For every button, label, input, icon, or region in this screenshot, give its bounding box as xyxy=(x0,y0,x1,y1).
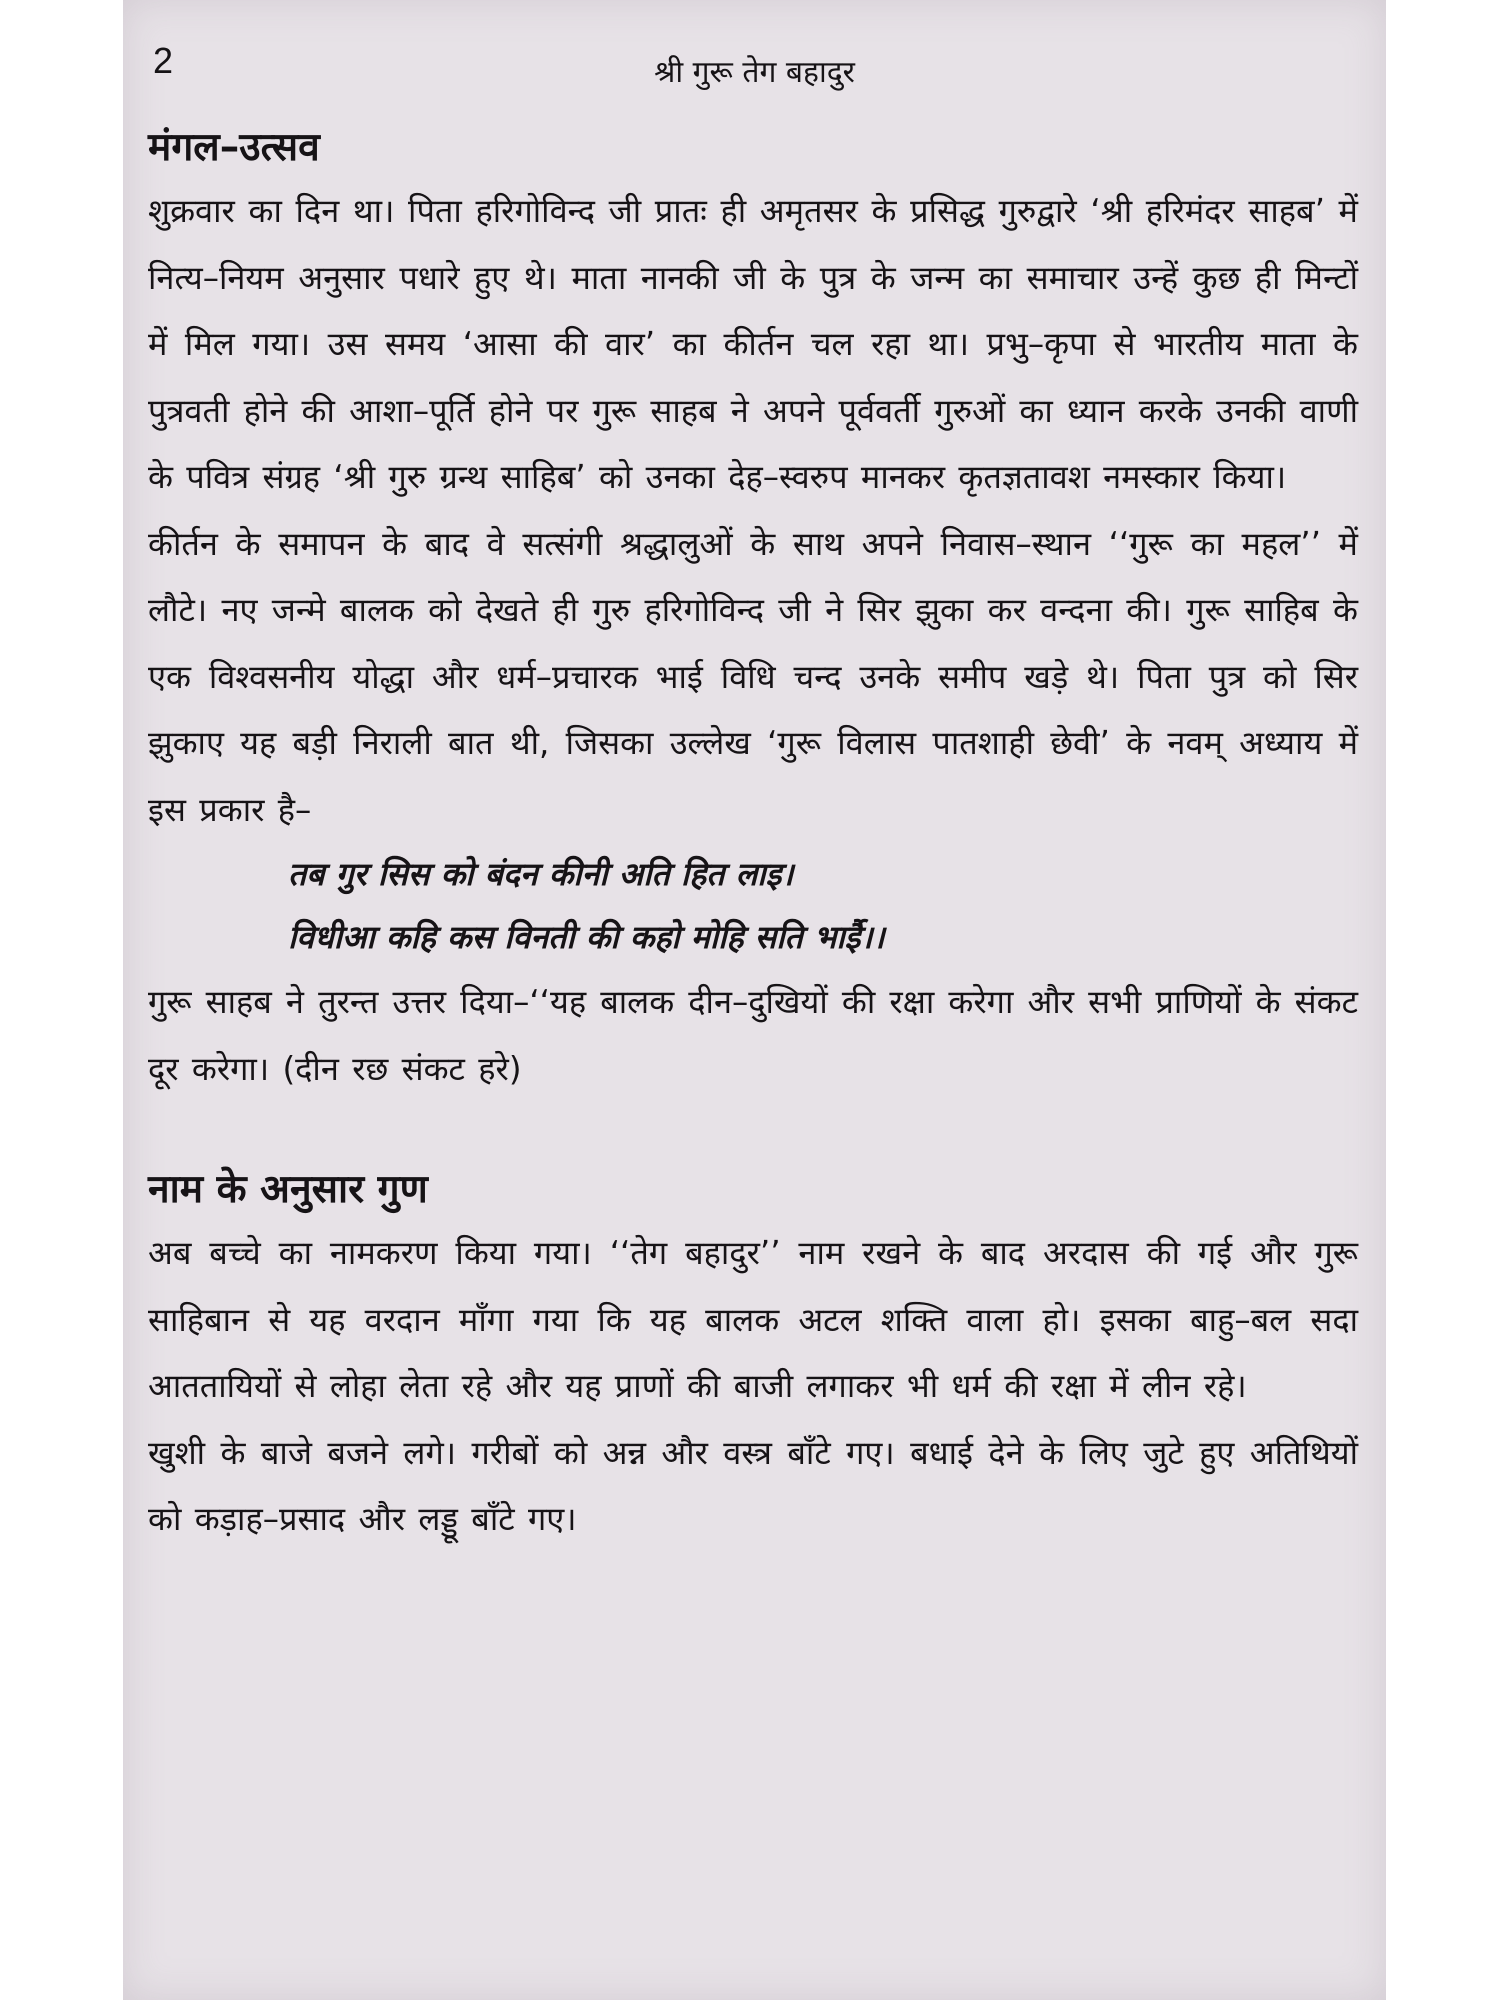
page-number: 2 xyxy=(153,40,174,81)
paragraph: कीर्तन के समापन के बाद वे सत्संगी श्रद्धालुओं के साथ अपने निवास–स्थान ‘‘गुरू का महल’’ में लौटे। नए जन्मे बालक को देखते ही गुरु हरिगोविन्द जी ने सिर झुका कर वन्दना की। गुरू साहिब के एक विश्वसनीय योद्धा और धर्म–प्रचारक भाई विधि चन्द उनके समीप खड़े थे। पिता पुत्र को सिर झुकाए यह बड़ी निराली बात थी, जिसका उल्लेख ‘गुरू विलास पातशाही छेवी’ के नवम् अध्याय में इस प्रकार है– xyxy=(148,524,1358,829)
section-heading-naam-ke-anusar-gun: नाम के अनुसार गुण xyxy=(148,1167,428,1212)
verse-line: तब गुर सिस को बंदन कीनी अति हित लाइ। xyxy=(288,855,794,893)
paragraph: गुरू साहब ने तुरन्त उत्तर दिया–‘‘यह बालक दीन–दुखियों की रक्षा करेगा और सभी प्राणियों के संकट दूर करेगा। (दीन रछ संकट हरे) xyxy=(148,983,1358,1088)
paragraph: खुशी के बाजे बजने लगे। गरीबों को अन्न और वस्त्र बाँटे गए। बधाई देने के लिए जुटे हुए अतिथियों को कड़ाह–प्रसाद और लड्डू बाँटे गए। xyxy=(148,1433,1358,1538)
running-head: श्री गुरू तेग बहादुर xyxy=(654,55,855,90)
section-spacer xyxy=(148,1102,1358,1160)
book-page xyxy=(123,0,1386,2000)
section-heading-mangal-utsav: मंगल–उत्सव xyxy=(148,125,320,170)
paragraph: अब बच्चे का नामकरण किया गया। ‘‘तेग बहादुर’’ नाम रखने के बाद अरदास की गई और गुरू साहिबान से यह वरदान माँगा गया कि यह बालक अटल शक्ति वाला हो। इसका बाहु–बल सदा आततायियों से लोहा लेता रहे और यह प्राणों की बाजी लगाकर भी धर्म की रक्षा में लीन रहे। xyxy=(148,1234,1358,1405)
paragraph: शुक्रवार का दिन था। पिता हरिगोविन्द जी प्रातः ही अमृतसर के प्रसिद्ध गुरुद्वारे ‘श्री हरिमंदर साहब’ में नित्य–नियम अनुसार पधारे हुए थे। माता नानकी जी के पुत्र के जन्म का समाचार उन्हें कुछ ही मिन्टों में मिल गया। उस समय ‘आसा की वार’ का कीर्तन चल रहा था। प्रभु–कृपा से भारतीय माता के पुत्रवती होने की आशा–पूर्ति होने पर गुरू साहब ने अपने पूर्ववर्ती गुरुओं का ध्यान करके उनकी वाणी के पवित्र संग्रह ‘श्री गुरु ग्रन्थ साहिब’ को उनका देह–स्वरुप मानकर कृतज्ञतावश नमस्कार किया। xyxy=(148,192,1358,496)
verse-line: विधीआ कहि कस विनती की कहो मोहि सति भाईै।। xyxy=(288,918,885,956)
page-content xyxy=(148,118,1358,1553)
